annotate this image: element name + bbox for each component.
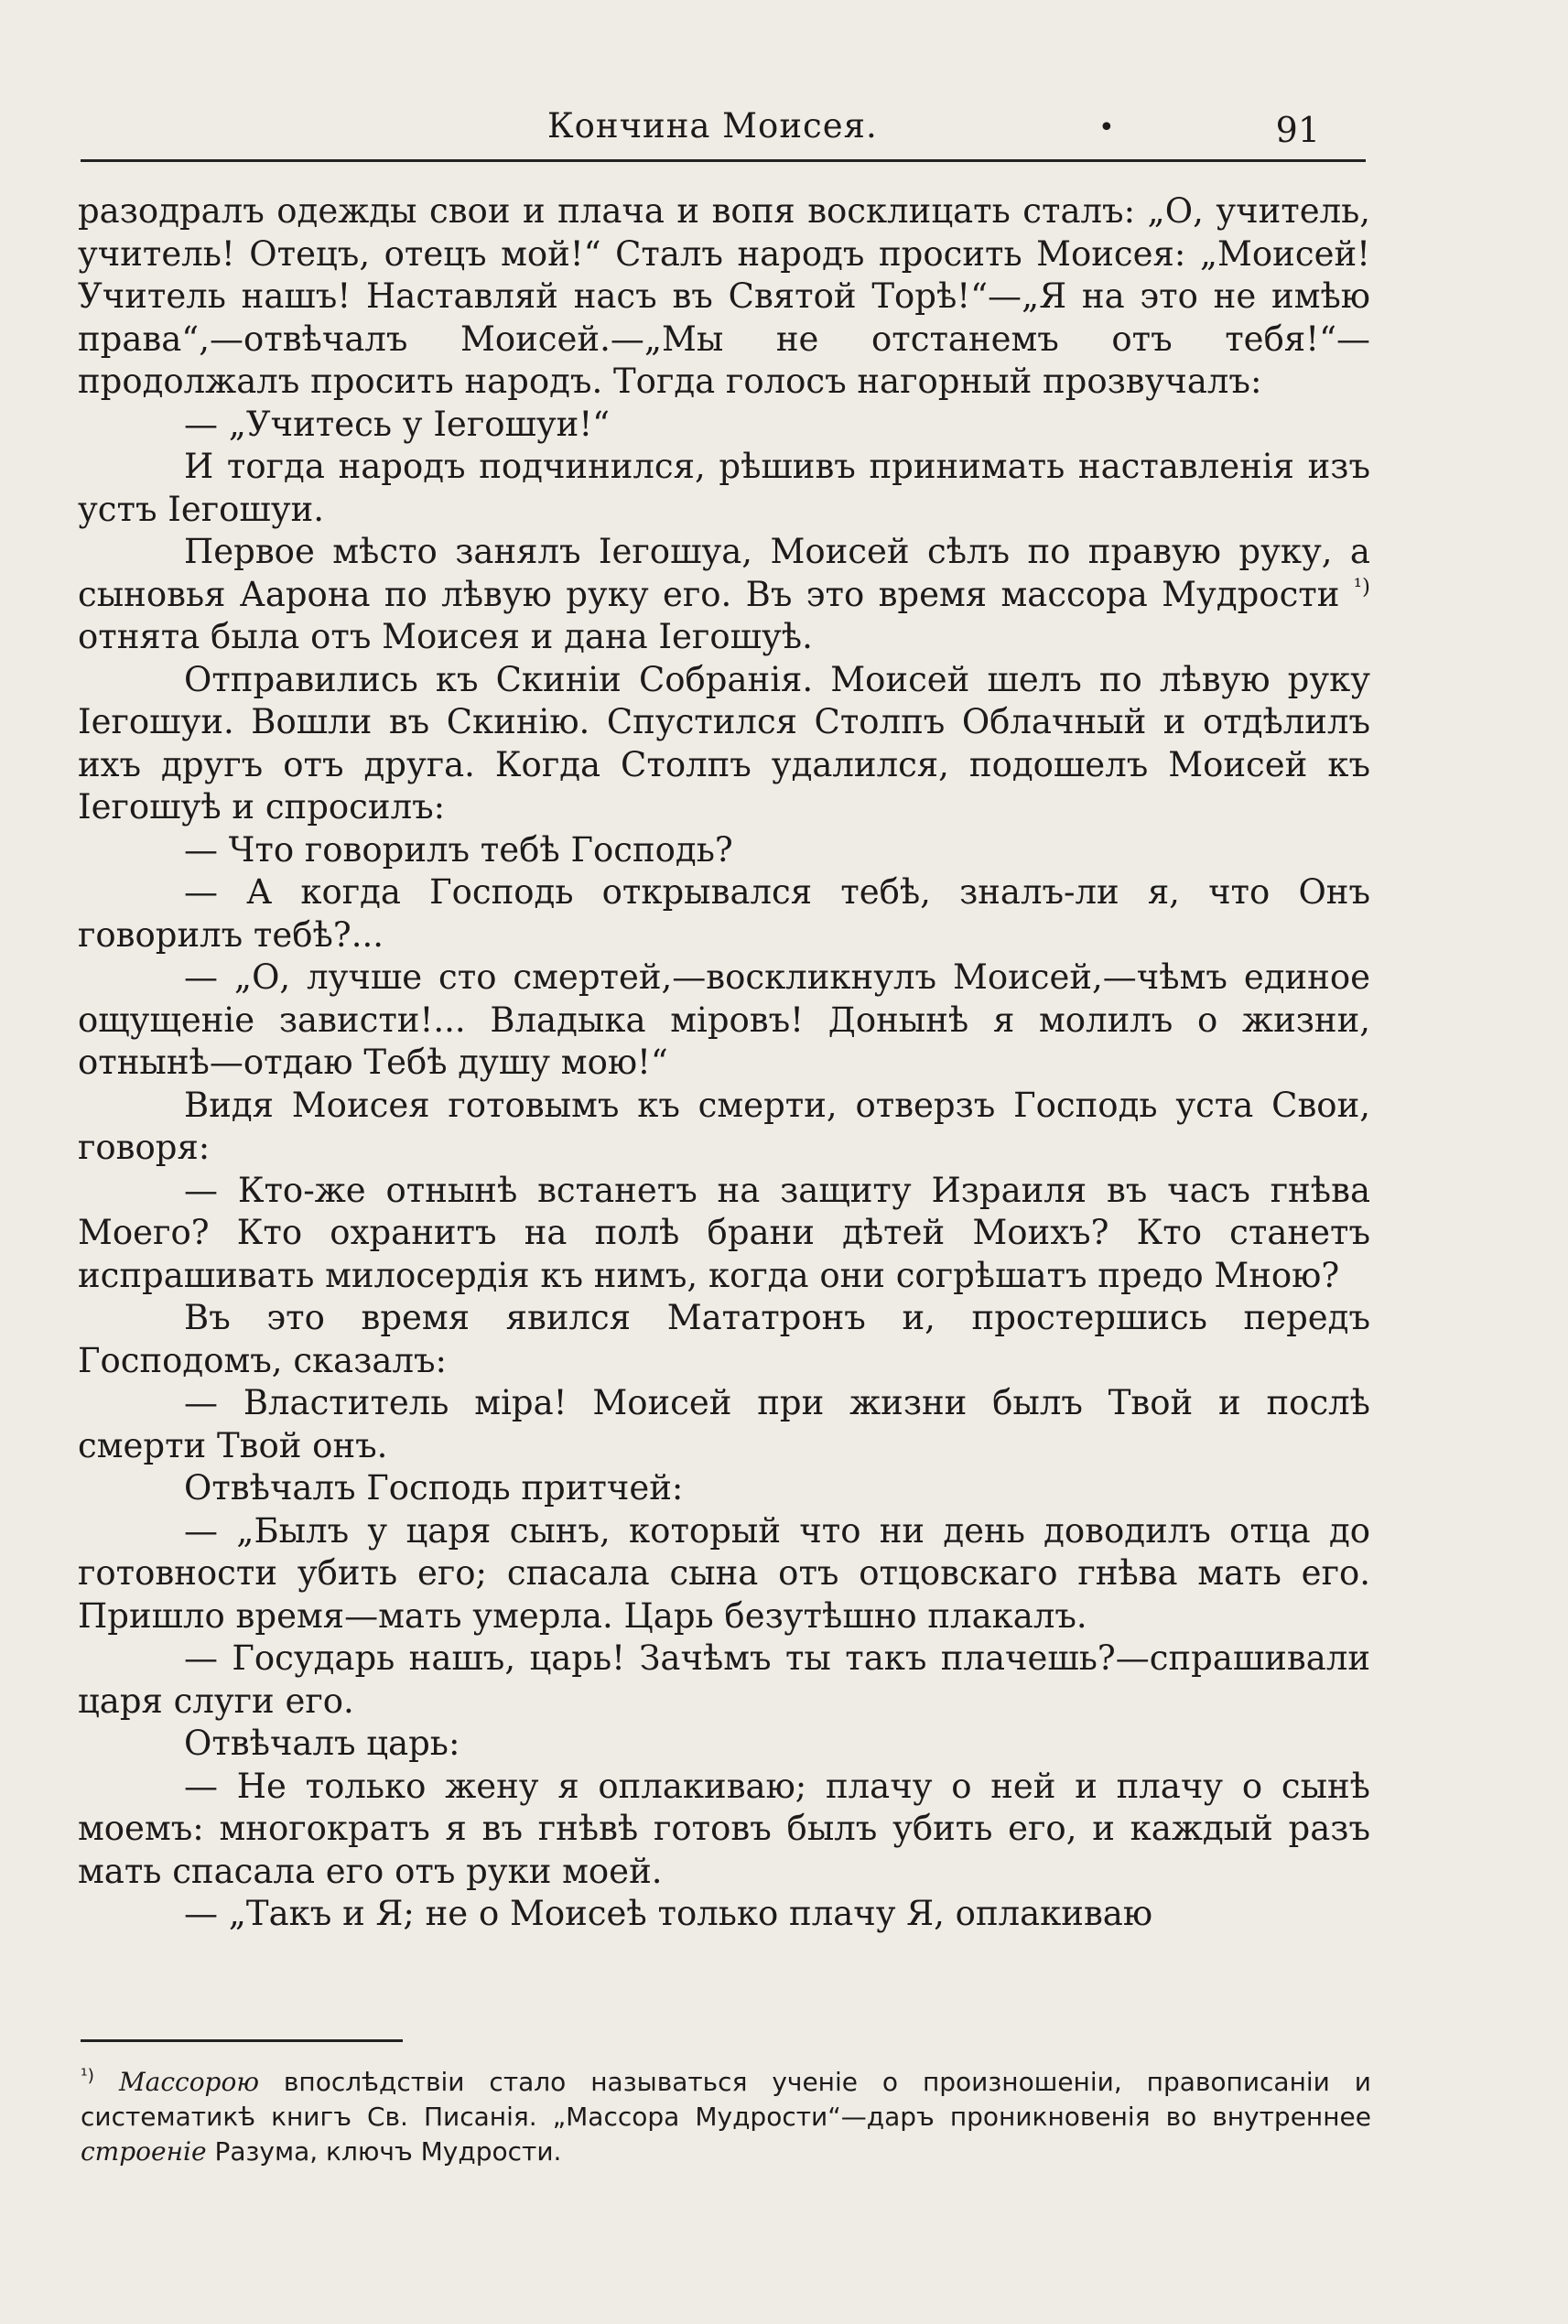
paragraph bbox=[78, 531, 1370, 659]
paragraph: Отвѣчалъ Господь притчей: bbox=[184, 1468, 684, 1508]
footnote-emphasis: строеніе bbox=[81, 2136, 207, 2167]
footnote-body: Разума, ключъ Мудрости. bbox=[206, 2136, 562, 2167]
running-header bbox=[81, 103, 1366, 162]
main-text bbox=[78, 190, 1370, 1936]
paragraph: — „О, лучше сто смертей,—воскликнулъ Моисей,—чѣмъ единое ощущеніе зависти!... Владыка міровъ! Донынѣ я молилъ о жизни, отнынѣ—отдаю Тебѣ душу мою!“ bbox=[78, 957, 1370, 1082]
footnote-reference: ¹) bbox=[1353, 575, 1370, 600]
footnote-text bbox=[81, 2065, 1371, 2169]
paragraph: — „Такъ и Я; не о Моисеѣ только плачу Я, оплакиваю bbox=[184, 1894, 1153, 1933]
paragraph: — Не только жену я оплакиваю; плачу о ней и плачу о сынѣ моемъ: многократъ я въ гнѣвѣ готовъ былъ убить его, и каждый разъ мать спасала его отъ руки моей. bbox=[78, 1766, 1370, 1891]
paragraph: — „Учитесь у Іегошуи!“ bbox=[184, 404, 611, 444]
footnote-divider bbox=[81, 2039, 403, 2042]
paragraph: — Властитель міра! Моисей при жизни былъ Твой и послѣ смерти Твой онъ. bbox=[78, 1383, 1370, 1465]
paragraph: — А когда Господь открывался тебѣ, зналъ-ли я, что Онъ говорилъ тебѣ?... bbox=[78, 872, 1370, 955]
header-dot: • bbox=[1098, 112, 1115, 144]
paragraph: И тогда народъ подчинился, рѣшивъ принимать наставленія изъ устъ Іегошуи. bbox=[78, 447, 1370, 529]
page-number: 91 bbox=[1275, 110, 1320, 150]
paragraph: — Государь нашъ, царь! Зачѣмъ ты такъ плачешь?—спрашивали царя слуги его. bbox=[78, 1638, 1370, 1721]
paragraph: Видя Моисея готовымъ къ смерти, отверзъ Господь уста Свои, говоря: bbox=[78, 1085, 1370, 1167]
paragraph: — Кто-же отнынѣ встанетъ на защиту Израиля въ часъ гнѣва Моего? Кто охранитъ на полѣ брани дѣтей Моихъ? Кто станетъ испрашивать милосердія къ нимъ, когда они согрѣшатъ предо Мною? bbox=[78, 1170, 1370, 1295]
paragraph-text: Первое мѣсто занялъ Іегошуа, Моисей сѣлъ по правую руку, а сыновья Аарона по лѣвую руку его. Въ это время массора Мудрости bbox=[78, 532, 1370, 614]
running-title: Кончина Моисея. bbox=[547, 106, 878, 146]
paragraph: Отправились къ Скиніи Собранія. Моисей шелъ по лѣвую руку Іегошуи. Вошли въ Скинію. Спустился Столпъ Облачный и отдѣлилъ ихъ другъ отъ друга. Когда Столпъ удалился, подошелъ Моисей къ Іегошуѣ и спросилъ: bbox=[78, 659, 1370, 827]
footnote bbox=[81, 2065, 1371, 2169]
paragraph: разодралъ одежды свои и плача и вопя восклицать сталъ: „О, учитель, учитель! Отецъ, отецъ мой!“ Сталъ народъ просить Моисея: „Моисей! Учитель нашъ! Наставляй насъ въ Святой Торѣ!“—„Я на это не имѣю права“,—отвѣчалъ Моисей.—„Мы не отстанемъ отъ тебя!“—продолжалъ просить народъ. Тогда голосъ нагорный прозвучалъ: bbox=[78, 191, 1370, 401]
paragraph: Отвѣчалъ царь: bbox=[184, 1724, 460, 1763]
paragraph-text: отнята была отъ Моисея и дана Іегошуѣ. bbox=[78, 617, 813, 656]
footnote-mark: ¹) bbox=[81, 2065, 95, 2086]
footnote-term: Массорою bbox=[118, 2067, 259, 2097]
paragraph: Въ это время явился Мататронъ и, простершись передъ Господомъ, сказалъ: bbox=[78, 1298, 1370, 1380]
paragraph: — Что говорилъ тебѣ Господь? bbox=[184, 829, 733, 870]
footnote-body: впослѣдствіи стало называться ученіе о произношеніи, правописаніи и систематикѣ книгъ Св. Писанія. „Массора Мудрости“—даръ проникновенія во внутреннее bbox=[81, 2067, 1372, 2132]
paragraph: — „Былъ у царя сынъ, который что ни день доводилъ отца до готовности убить его; спасала сына отъ отцовскаго гнѣва мать его. Пришло время—мать умерла. Царь безутѣшно плакалъ. bbox=[78, 1510, 1370, 1636]
